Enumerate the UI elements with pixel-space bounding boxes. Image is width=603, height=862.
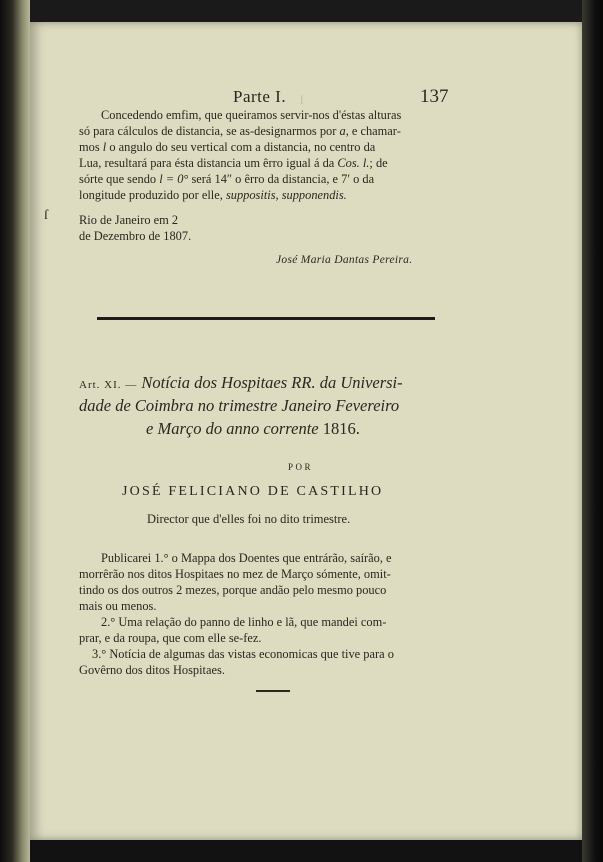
body-line-7: 3.° Notícia de algumas das vistas economicas que tive para o bbox=[92, 647, 394, 661]
author-role: Director que d'elles foi no dito trimestre. bbox=[147, 512, 351, 526]
scan-bottom-edge bbox=[30, 840, 582, 862]
body-line-4: mais ou menos. bbox=[79, 599, 157, 613]
article-title-line-1: Art. XI. — Notícia dos Hospitaes RR. da Universi- bbox=[79, 373, 403, 392]
body-line-8: Govêrno dos ditos Hospitaes. bbox=[79, 663, 225, 677]
body-line-1: Publicarei 1.° o Mappa dos Doentes que entrárão, saírão, e bbox=[101, 551, 392, 565]
article-title-line-3: e Março do anno corrente 1816. bbox=[146, 419, 360, 438]
place-line-2: de Dezembro de 1807. bbox=[79, 229, 192, 243]
signature: José Maria Dantas Pereira. bbox=[276, 254, 413, 266]
running-head: Parte I. bbox=[233, 87, 287, 106]
scan-left-edge bbox=[0, 0, 30, 862]
body-line-3: tindo os dos outros 2 mezes, porque andão pelo mesmo pouco bbox=[79, 583, 387, 597]
scan-right-edge bbox=[582, 0, 603, 862]
article-title-line-2: dade de Coimbra no trimestre Janeiro Fevereiro bbox=[79, 396, 400, 415]
body-line-5: 2.° Uma relação do panno de linho e lã, que mandei com- bbox=[101, 615, 387, 629]
opening-line-5: sórte que sendo l = 0° será 14″ o êrro da distancia, e 7′ o da bbox=[79, 172, 375, 186]
margin-mark: ſ bbox=[44, 208, 48, 223]
body-line-6: prar, e da roupa, que com elle se-fez. bbox=[79, 631, 262, 645]
section-rule bbox=[97, 317, 435, 320]
author-name: JOSÉ FELICIANO DE CASTILHO bbox=[122, 484, 384, 499]
opening-line-4: Lua, resultará para ésta distancia um êrro igual á da Cos. l.; de bbox=[79, 156, 388, 170]
place-line-1: Rio de Janeiro em 2 bbox=[79, 213, 179, 227]
bleed-through: l bbox=[300, 92, 304, 107]
opening-line-1: Concedendo emfim, que queiramos servir-nos d'éstas alturas bbox=[101, 108, 402, 122]
end-rule bbox=[256, 690, 290, 692]
page-number: 137 bbox=[420, 86, 449, 107]
opening-line-2: só para cálculos de distancia, se as-designarmos por a, e chamar- bbox=[79, 124, 401, 138]
byline-por: POR bbox=[288, 462, 314, 472]
opening-line-6: longitude produzido por elle, suppositis, supponendis. bbox=[79, 188, 347, 202]
body-line-2: morrêrão nos ditos Hospitaes no mez de Março sómente, omit- bbox=[79, 567, 391, 581]
opening-line-3: mos l o angulo do seu vertical com a distancia, no centro da bbox=[79, 140, 376, 154]
